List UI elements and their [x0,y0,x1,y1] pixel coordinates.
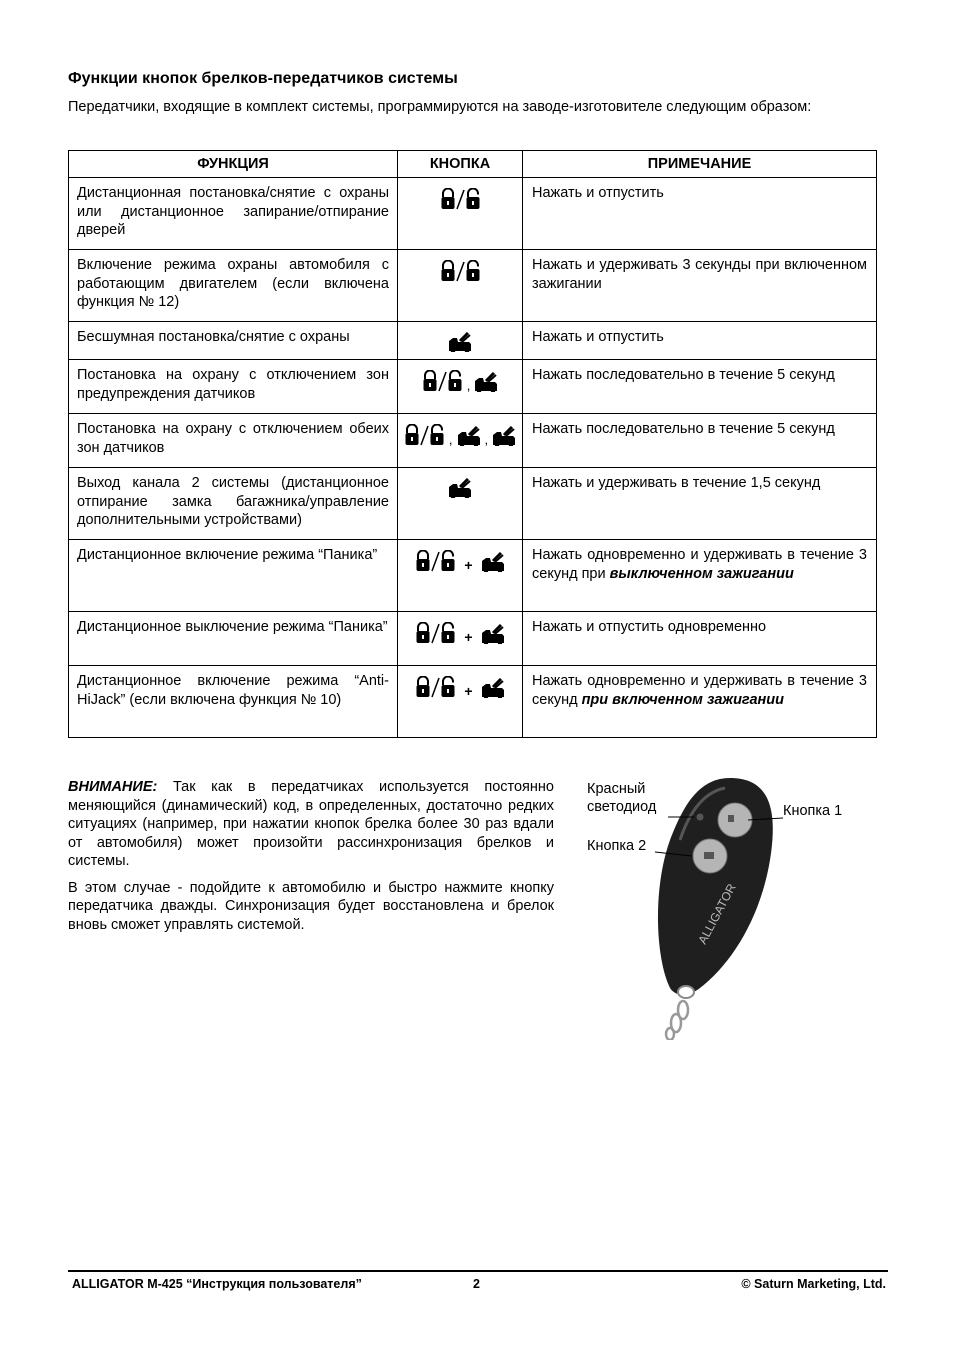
button-cell [398,414,523,468]
comma-separator: , [484,432,489,447]
button-cell [398,612,523,666]
note-text: Нажать и удерживать в течение 1,5 секунд [532,475,821,491]
note-cell [523,360,877,414]
note-text: Нажать последовательно в течение 5 секунд [532,421,835,437]
note-text: Нажать и отпустить [532,329,664,345]
button-combination [448,332,472,352]
table-row [69,540,877,612]
page-heading: Функции кнопок брелков-передатчиков системы [68,70,458,87]
note-cell [523,414,877,468]
plus-sign: + [464,629,473,645]
attention-label: ВНИМАНИЕ: [68,779,158,795]
table-row [69,322,877,360]
car-trunk-icon [481,678,505,698]
lock-unlock-icon [415,676,456,698]
button-combination [415,676,504,698]
fob-chain-link-3 [666,1028,674,1040]
table-row [69,250,877,322]
note-text: Нажать и удерживать 3 секунды при включенном зажигании [532,257,867,292]
car-trunk-icon [448,478,472,498]
header-function: ФУНКЦИЯ [69,151,398,178]
footer-rule [68,1270,888,1272]
fob-button-1 [718,803,752,837]
header-button: КНОПКА [398,151,523,178]
lock-unlock-icon [422,370,463,392]
comma-separator: , [466,378,471,393]
table-row [69,414,877,468]
button-combination [422,370,499,392]
button-combination [415,622,504,644]
button-cell [398,178,523,250]
button-combination [415,550,504,572]
note-cell [523,250,877,322]
attention-text-1: Так как в передатчиках используется постоянно меняющийся (динамический) код, в определенных, достаточно редких ситуациях (например, при нажатии кнопок брелка более 30 раз вдали от автомобиля) может произойти рассинхронизация брелков и системы. [68,779,554,869]
comma-separator: , [448,432,453,447]
function-cell: Дистанционное включение режима “Anti-HiJack” (если включена функция № 10) [69,666,398,738]
note-cell [523,468,877,540]
function-cell: Дистанционное включение режима “Паника” [69,540,398,612]
function-cell: Бесшумная постановка/снятие с охраны [69,322,398,360]
car-trunk-icon [474,372,498,392]
button-cell [398,250,523,322]
button-combination [448,478,472,498]
lock-unlock-icon [440,260,481,282]
table-row [69,666,877,738]
lock-unlock-icon [404,424,445,446]
button-combination [404,424,516,446]
function-cell: Выход канала 2 системы (дистанционное отпирание замка багажника/управление дополнительными устройствами) [69,468,398,540]
note-text: Нажать одновременно и удерживать в течение 3 секунд [532,673,867,708]
car-trunk-icon [492,426,516,446]
function-cell: Постановка на охрану с отключением зон предупреждения датчиков [69,360,398,414]
table-row [69,360,877,414]
button1-label: Кнопка 1 [783,803,843,819]
button-cell [398,540,523,612]
note-cell [523,322,877,360]
car-trunk-icon [481,624,505,644]
fob-keyring-hole [678,986,694,998]
intro-paragraph: Передатчики, входящие в комплект системы, программируются на заводе-изготовителе следующим образом: [68,99,812,115]
fob-brand-logo: ALLIGATOR [695,881,739,947]
attention-paragraph-2: В этом случае - подойдите к автомобилю и быстро нажмите кнопку передатчика дважды. Синхронизация будет восстановлена и брелок вновь сможет управлять системой. [68,879,554,933]
button-cell [398,360,523,414]
button-cell [398,322,523,360]
note-text: Нажать последовательно в течение 5 секунд [532,367,835,383]
lock-unlock-icon [440,188,481,210]
led-indicator [697,814,704,821]
attention-paragraph-1 [68,778,554,871]
lock-unlock-icon [415,550,456,572]
note-emphasis: при включенном зажигании [581,691,785,708]
footer-copyright: © Saturn Marketing, Ltd. [741,1277,886,1291]
note-text: Нажать и отпустить [532,185,664,201]
button-cell [398,666,523,738]
led-label-line1: Красный [587,781,646,797]
lock-unlock-icon [415,622,456,644]
button-cell [398,468,523,540]
plus-sign: + [464,557,473,573]
button-combination [440,260,481,282]
footer-title: ALLIGATOR M-425 “Инструкция пользователя” [72,1277,362,1291]
table-row [69,468,877,540]
plus-sign: + [464,683,473,699]
page-number: 2 [473,1277,480,1291]
function-cell: Включение режима охраны автомобиля с работающим двигателем (если включена функция № 12) [69,250,398,322]
button-combination [440,188,481,210]
led-label-line2: светодиод [587,799,657,815]
table-row [69,612,877,666]
button2-label: Кнопка 2 [587,838,647,854]
fob-body [658,778,773,995]
note-cell [523,666,877,738]
attention-block [68,778,554,942]
note-text: Нажать одновременно и удерживать в течение 3 секунд при [532,547,867,582]
button1-lock-symbol [728,815,734,822]
car-trunk-icon [457,426,481,446]
note-emphasis: выключенном зажигании [609,565,794,582]
key-fob-drawing [580,770,880,1040]
note-text: Нажать и отпустить одновременно [532,619,767,635]
function-cell: Дистанционное выключение режима “Паника” [69,612,398,666]
header-note: ПРИМЕЧАНИЕ [523,151,877,178]
button2-car-symbol [704,852,714,859]
table-header-row [69,151,877,178]
car-trunk-icon [448,332,472,352]
car-trunk-icon [481,552,505,572]
note-cell [523,540,877,612]
note-cell [523,612,877,666]
function-cell: Дистанционная постановка/снятие с охраны или дистанционное запирание/отпирание дверей [69,178,398,250]
function-cell: Постановка на охрану с отключением обеих зон датчиков [69,414,398,468]
functions-table [68,150,877,738]
table-row [69,178,877,250]
key-fob-figure [580,770,880,1040]
note-cell [523,178,877,250]
